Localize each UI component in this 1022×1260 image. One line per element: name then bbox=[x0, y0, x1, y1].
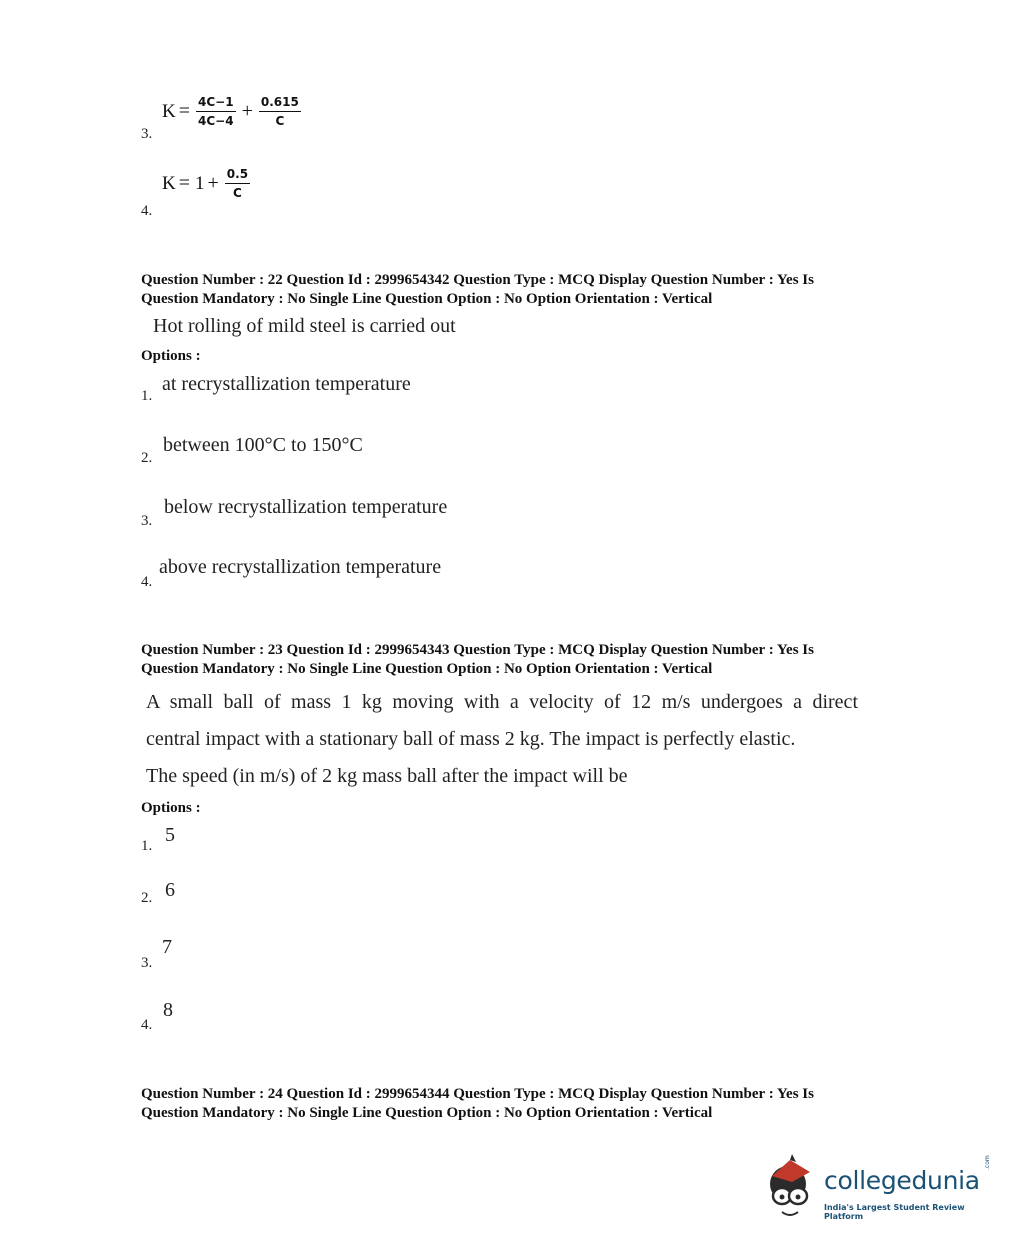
brand-tagline: India's Largest Student Review Platform bbox=[824, 1203, 965, 1221]
option-number: 3. bbox=[141, 513, 153, 529]
option-text: 8 bbox=[163, 999, 173, 1021]
question-line: central impact with a stationary ball of mass 2 kg. The impact is perfectly elastic. bbox=[146, 728, 796, 750]
fraction-numerator: 0.5 bbox=[225, 168, 250, 184]
formula-equals: = bbox=[178, 100, 191, 122]
option-text: between 100°C to 150°C bbox=[163, 434, 363, 456]
option-text: at recrystallization temperature bbox=[162, 373, 411, 395]
option-text: below recrystallization temperature bbox=[164, 496, 448, 518]
formula-plus: + bbox=[207, 172, 219, 194]
fraction-denominator: C bbox=[275, 114, 285, 128]
option-number: 4. bbox=[141, 574, 153, 590]
question-text bbox=[146, 684, 858, 795]
fraction bbox=[259, 96, 301, 127]
question-text: Hot rolling of mild steel is carried out bbox=[153, 315, 456, 337]
option-number: 1. bbox=[141, 838, 153, 854]
brand-name: collegedunia bbox=[824, 1166, 980, 1195]
collegedunia-logo bbox=[762, 1152, 992, 1224]
option-number: 2. bbox=[141, 450, 153, 466]
fraction-numerator: 4C−1 bbox=[196, 96, 236, 112]
fraction bbox=[196, 96, 236, 127]
question-line: A small ball of mass 1 kg moving with a velocity of 12 m/s undergoes a direct bbox=[146, 691, 858, 713]
option-number: 3. bbox=[141, 955, 153, 971]
options-label: Options : bbox=[141, 348, 201, 364]
formula-option-4 bbox=[162, 168, 253, 199]
question-meta-line-2: Question Mandatory : No Single Line Question Option : No Option Orientation : Vertical bbox=[141, 1105, 713, 1121]
question-meta-line-1: Question Number : 24 Question Id : 2999654344 Question Type : MCQ Display Question Number : Yes Is bbox=[141, 1086, 814, 1102]
option-number: 2. bbox=[141, 890, 153, 906]
option-number: 1. bbox=[141, 388, 153, 404]
formula-k: K bbox=[162, 172, 176, 194]
formula-equals: = bbox=[178, 172, 191, 194]
question-meta-line-2: Question Mandatory : No Single Line Question Option : No Option Orientation : Vertical bbox=[141, 291, 713, 307]
student-mascot-icon bbox=[762, 1152, 820, 1224]
formula-option-3 bbox=[162, 96, 304, 127]
fraction-denominator: C bbox=[233, 186, 242, 200]
options-label: Options : bbox=[141, 800, 201, 816]
formula-plus: + bbox=[241, 100, 253, 122]
fraction bbox=[225, 168, 250, 199]
option-text: 6 bbox=[165, 879, 175, 901]
option-text: 5 bbox=[165, 824, 175, 846]
option-number: 4. bbox=[141, 1017, 153, 1033]
option-number: 3. bbox=[141, 126, 153, 142]
question-meta-line-1: Question Number : 23 Question Id : 2999654343 Question Type : MCQ Display Question Number : Yes Is bbox=[141, 642, 814, 658]
question-meta-line-1: Question Number : 22 Question Id : 2999654342 Question Type : MCQ Display Question Number : Yes Is bbox=[141, 272, 814, 288]
option-text: above recrystallization temperature bbox=[159, 556, 442, 578]
question-line: The speed (in m/s) of 2 kg mass ball after the impact will be bbox=[146, 765, 628, 787]
formula-k: K bbox=[162, 100, 176, 122]
fraction-numerator: 0.615 bbox=[259, 96, 301, 112]
option-text: 7 bbox=[162, 936, 172, 958]
question-meta-line-2: Question Mandatory : No Single Line Question Option : No Option Orientation : Vertical bbox=[141, 661, 713, 677]
fraction-denominator: 4C−4 bbox=[198, 114, 234, 128]
brand-domain: .com bbox=[984, 1155, 991, 1170]
option-number: 4. bbox=[141, 203, 153, 219]
formula-one: 1 bbox=[195, 172, 205, 194]
